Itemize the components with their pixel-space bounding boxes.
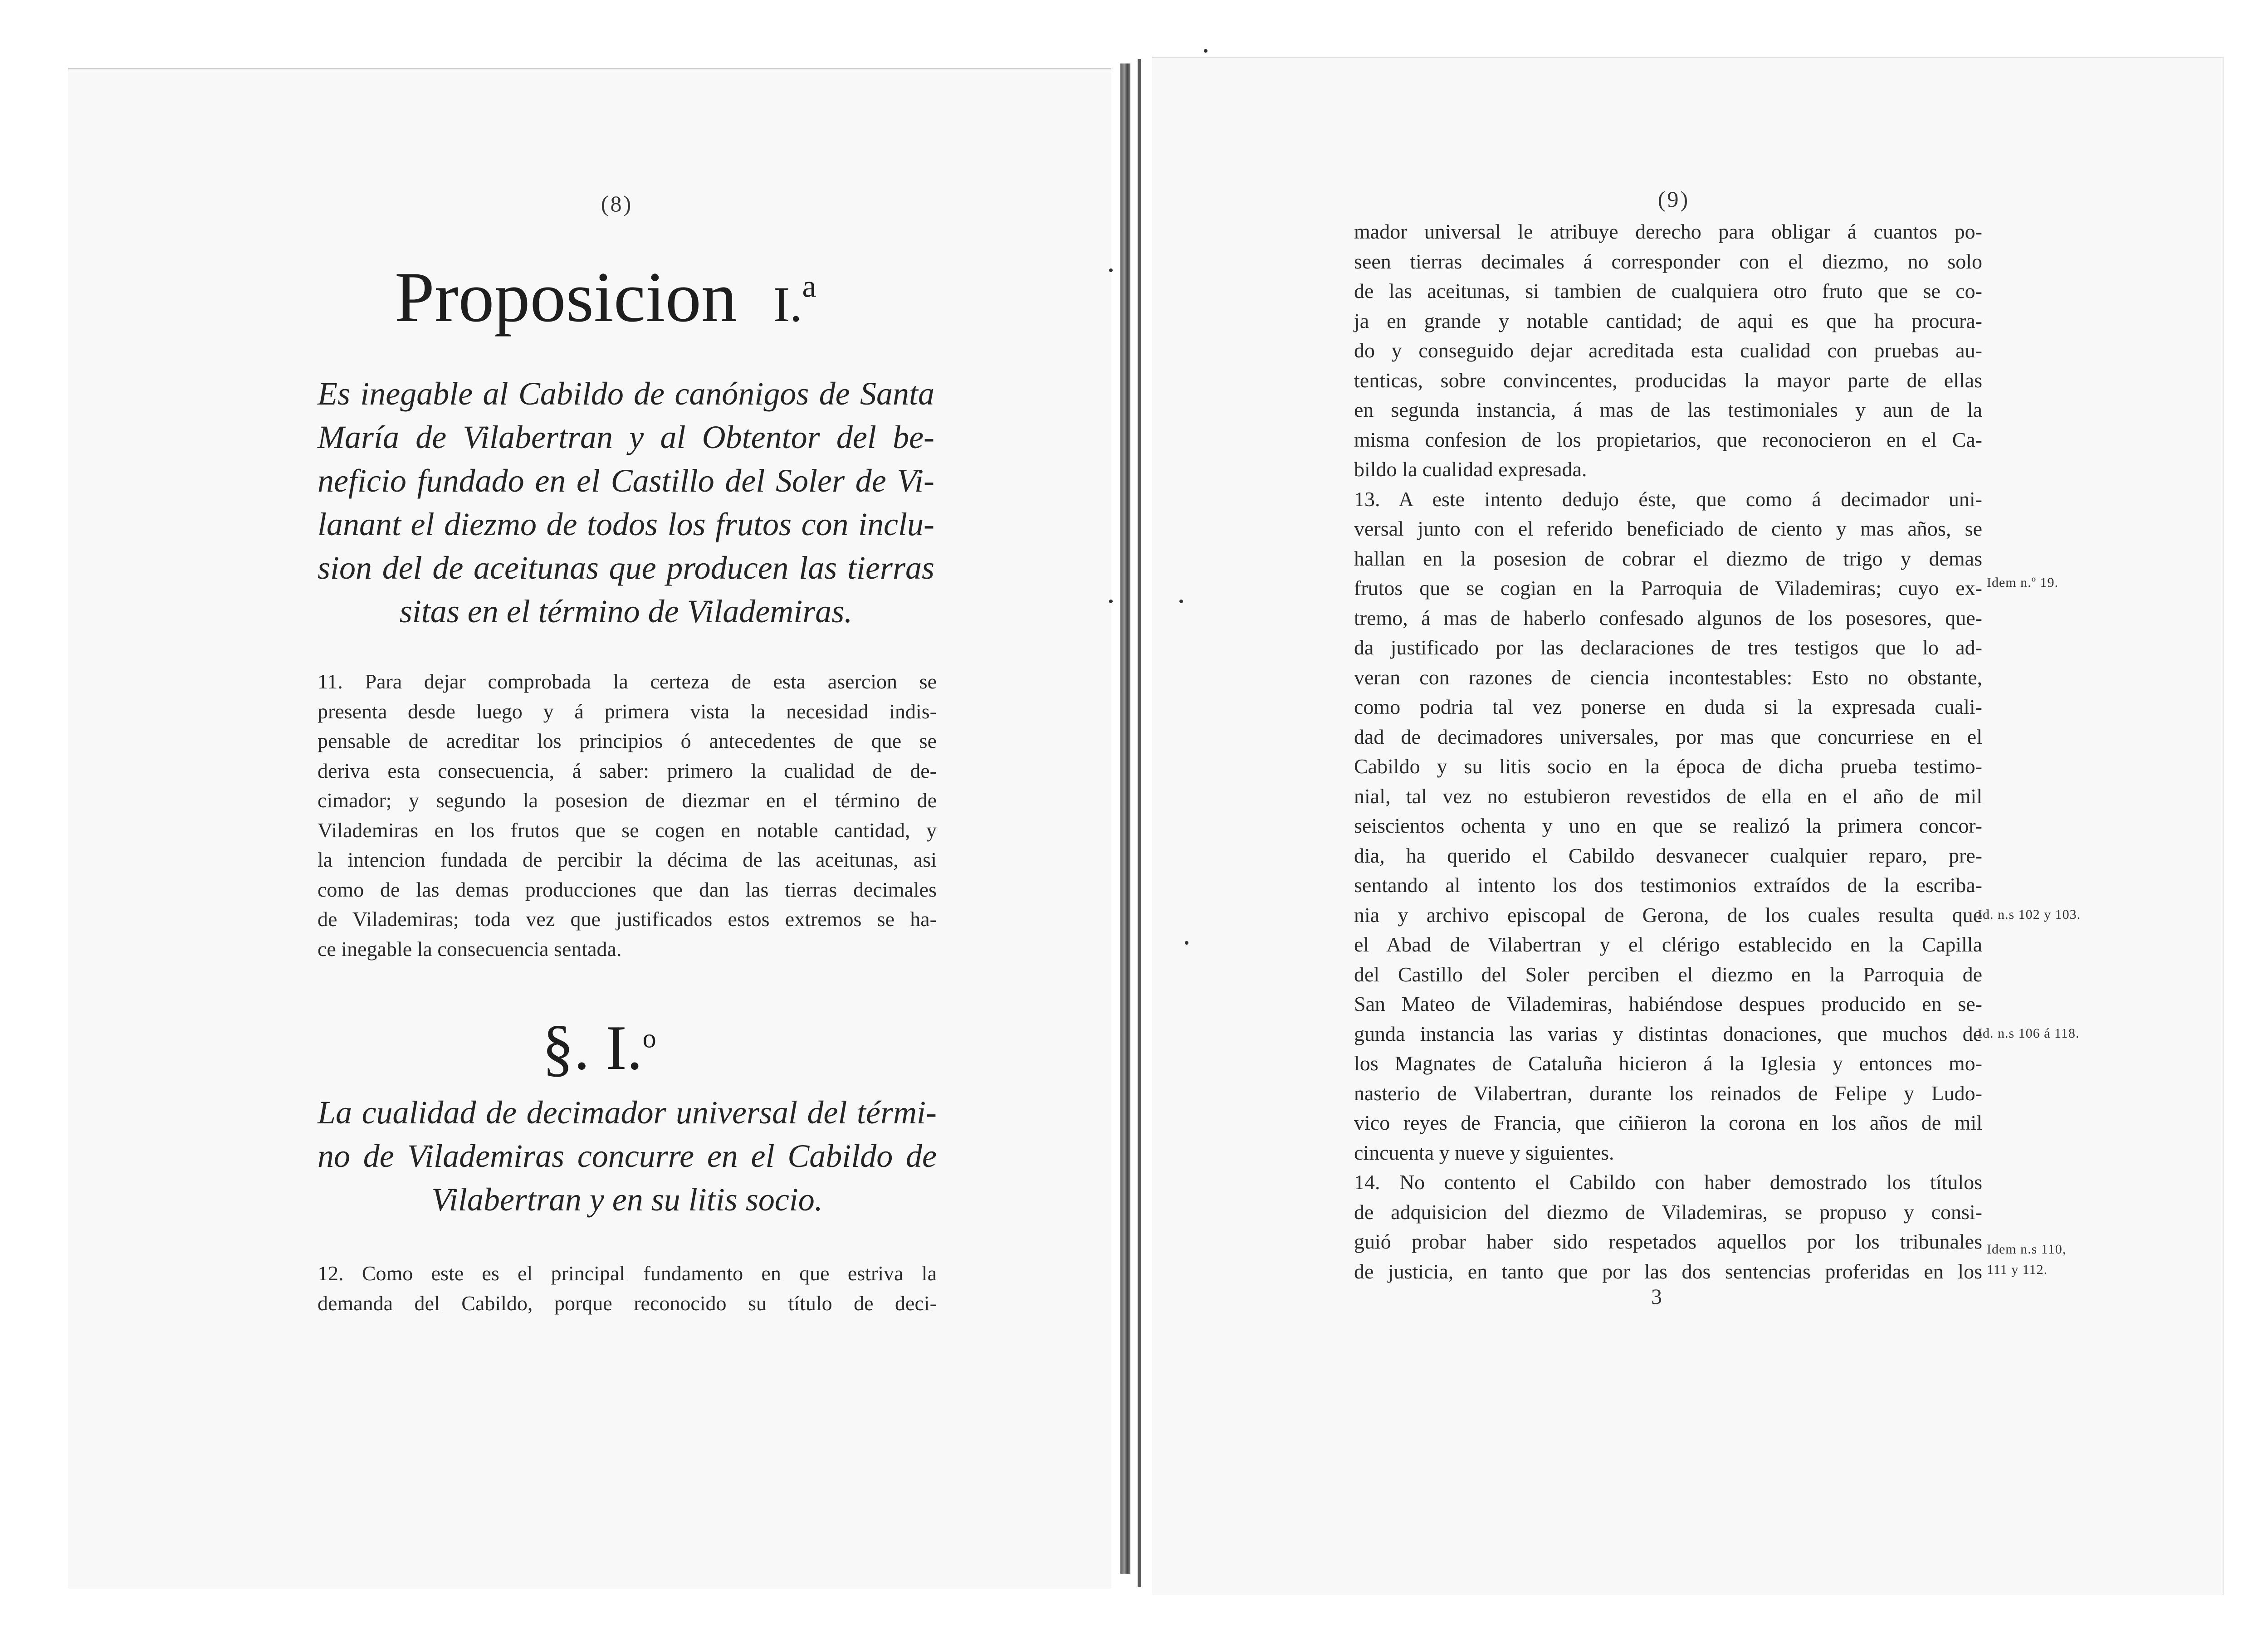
page-number-left: (8) — [601, 191, 633, 216]
section-heading — [542, 1011, 656, 1084]
book-spine-edge — [1138, 59, 1141, 1587]
binding-dot — [1109, 600, 1113, 603]
thesis-line: Es inegable al Cabildo de canónigos de Santa — [318, 376, 934, 412]
text-line: del Castillo del Soler perciben el diezmo en la Parroquia de — [1354, 962, 1982, 986]
text-line: misma confesion de los propietarios, que reconocieron en el Ca- — [1354, 428, 1982, 451]
text-line: mador universal le atribuye derecho para obligar á cuantos po- — [1354, 220, 1982, 243]
paragraph-line: cimador; y segundo la posesion de diezmar en el término de — [318, 789, 937, 812]
text-line: cincuenta y nueve y siguientes. — [1354, 1141, 1614, 1164]
text-line: da justificado por las declaraciones de tres testigos que lo ad- — [1354, 636, 1982, 659]
binding-dot — [1179, 600, 1183, 603]
text-line: hallan en la posesion de cobrar el diezmo de trigo y demas — [1354, 546, 1982, 570]
paragraph-line: 12. Como este es el principal fundamento en que estriva la — [318, 1262, 937, 1285]
paragraph-line: demanda del Cabildo, porque reconocido su título de deci- — [318, 1291, 937, 1315]
text-line: los Magnates de Cataluña hicieron á la Iglesia y entonces mo- — [1354, 1052, 1982, 1075]
book-spine — [1120, 63, 1130, 1574]
text-line: de las aceitunas, si tambien de cualquiera otro fruto que se co- — [1354, 279, 1982, 302]
text-line: ja en grande y notable cantidad; de aqui es que ha procura- — [1354, 309, 1982, 332]
proposition-thesis — [318, 372, 934, 633]
text-line: como podria tal vez ponerse en duda si la expresada cuali- — [1354, 695, 1982, 718]
paragraph-11 — [318, 667, 937, 964]
text-line: nasterio de Vilabertran, durante los reinados de Felipe y Ludo- — [1354, 1081, 1982, 1105]
text-line: 13. A este intento dedujo éste, que como á decimador uni- — [1354, 487, 1982, 511]
thesis-line: neficio fundado en el Castillo del Soler de Vi- — [318, 463, 934, 499]
section-thesis — [318, 1091, 937, 1221]
text-line: guió probar haber sido respetados aquellos por los tribunales — [1354, 1230, 1982, 1253]
binding-dot — [1109, 268, 1113, 272]
text-line: seiscientos ochenta y uno en que se realizó la primera concor- — [1354, 814, 1982, 837]
text-line: seen tierras decimales á corresponder con el diezmo, no solo — [1354, 249, 1982, 273]
text-line: do y conseguido dejar acreditada esta cualidad con pruebas au- — [1354, 339, 1982, 362]
text-line: versal junto con el referido beneficiado de ciento y mas años, se — [1354, 517, 1982, 540]
text-line: nia y archivo episcopal de Gerona, de los cuales resulta que — [1354, 903, 1982, 927]
text-line: tenticas, sobre convincentes, producidas la mayor parte de ellas — [1354, 368, 1982, 392]
margin-note: Idem n.s 110, — [1987, 1242, 2067, 1257]
text-line: en segunda instancia, á mas de las testimoniales y aun de la — [1354, 398, 1982, 421]
proposition-number: I. — [773, 277, 802, 332]
section-line: Vilabertran y en su litis socio. — [431, 1181, 823, 1218]
margin-note: 111 y 112. — [1987, 1262, 2048, 1277]
text-line: dad de decimadores universales, por mas que concurriese en el — [1354, 725, 1982, 748]
paragraph-line: pensable de acreditar los principios ó antecedentes de que se — [318, 729, 937, 752]
thesis-line: lanant el diezmo de todos los frutos con inclu- — [318, 506, 934, 542]
proposition-superscript: a — [802, 269, 816, 304]
binding-dot — [1185, 941, 1188, 945]
page-number-right: (9) — [1657, 186, 1690, 212]
section-superscript: o — [642, 1023, 656, 1054]
text-line: vico reyes de Francia, que ciñieron la corona en los años de mil — [1354, 1111, 1982, 1134]
text-line: de adquisicion del diezmo de Vilademiras, se propuso y consi- — [1354, 1200, 1982, 1224]
text-line: el Abad de Vilabertran y el clérigo establecido en la Capilla — [1354, 933, 1982, 956]
paragraph-line: Vilademiras en los frutos que se cogen en notable cantidad, y — [318, 818, 937, 842]
margin-note: Id. n.s 102 y 103. — [1978, 907, 2081, 922]
margin-note: Idem n.º 19. — [1987, 575, 2058, 590]
text-line: gunda instancia las varias y distintas donaciones, que muchos de — [1354, 1022, 1982, 1045]
text-line: bildo la cualidad expresada. — [1354, 458, 1587, 481]
section-line: La cualidad de decimador universal del térmi- — [318, 1094, 937, 1131]
signature-mark: 3 — [1651, 1285, 1662, 1309]
section-mark: §. I. — [542, 1013, 643, 1083]
right-text-block — [1354, 217, 1982, 1286]
paragraph-line: de Vilademiras; toda vez que justificados estos extremos se ha- — [318, 907, 937, 931]
paragraph-line: presenta desde luego y á primera vista la necesidad indis- — [318, 699, 937, 723]
paragraph-line: ce inegable la consecuencia sentada. — [318, 937, 622, 961]
paragraph-12 — [318, 1259, 937, 1318]
text-line: sentando al intento los dos testimonios extraídos de la escriba- — [1354, 873, 1982, 897]
thesis-line: sion del de aceitunas que producen las tierras — [318, 550, 934, 586]
paragraph-line: 11. Para dejar comprobada la certeza de esta asercion se — [318, 670, 937, 693]
thesis-line: sitas en el término de Vilademiras. — [399, 593, 853, 629]
text-line: Cabildo y su litis socio en la época de dicha prueba testimo- — [1354, 755, 1982, 778]
paragraph-line: la intencion fundada de percibir la décima de las aceitunas, asi — [318, 848, 937, 871]
text-line: San Mateo de Vilademiras, habiéndose despues producido en se- — [1354, 992, 1982, 1015]
text-line: 14. No contento el Cabildo con haber demostrado los títulos — [1354, 1171, 1982, 1194]
thesis-line: María de Vilabertran y al Obtentor del be- — [318, 419, 934, 455]
text-line: nial, tal vez no estubieron revestidos de ella en el año de mil — [1354, 784, 1982, 808]
text-line: de justicia, en tanto que por las dos sentencias proferidas en los — [1354, 1259, 1982, 1283]
text-line: frutos que se cogian en la Parroquia de Vilademiras; cuyo ex- — [1354, 576, 1982, 600]
margin-note: Id. n.s 106 á 118. — [1978, 1026, 2080, 1041]
proposition-title-word: Proposicion — [395, 258, 737, 337]
text-line: dia, ha querido el Cabildo desvanecer cualquier reparo, pre- — [1354, 844, 1982, 867]
paragraph-line: como de las demas producciones que dan las tierras decimales — [318, 878, 937, 901]
proposition-title — [395, 256, 816, 339]
section-line: no de Vilademiras concurre en el Cabildo de — [318, 1138, 937, 1174]
binding-dot — [1204, 49, 1207, 53]
text-line: tremo, á mas de haberlo confesado algunos de los posesores, que- — [1354, 606, 1982, 629]
paragraph-line: deriva esta consecuencia, á saber: primero la cualidad de de- — [318, 759, 937, 782]
text-line: veran con razones de ciencia incontestables: Esto no obstante, — [1354, 665, 1982, 689]
